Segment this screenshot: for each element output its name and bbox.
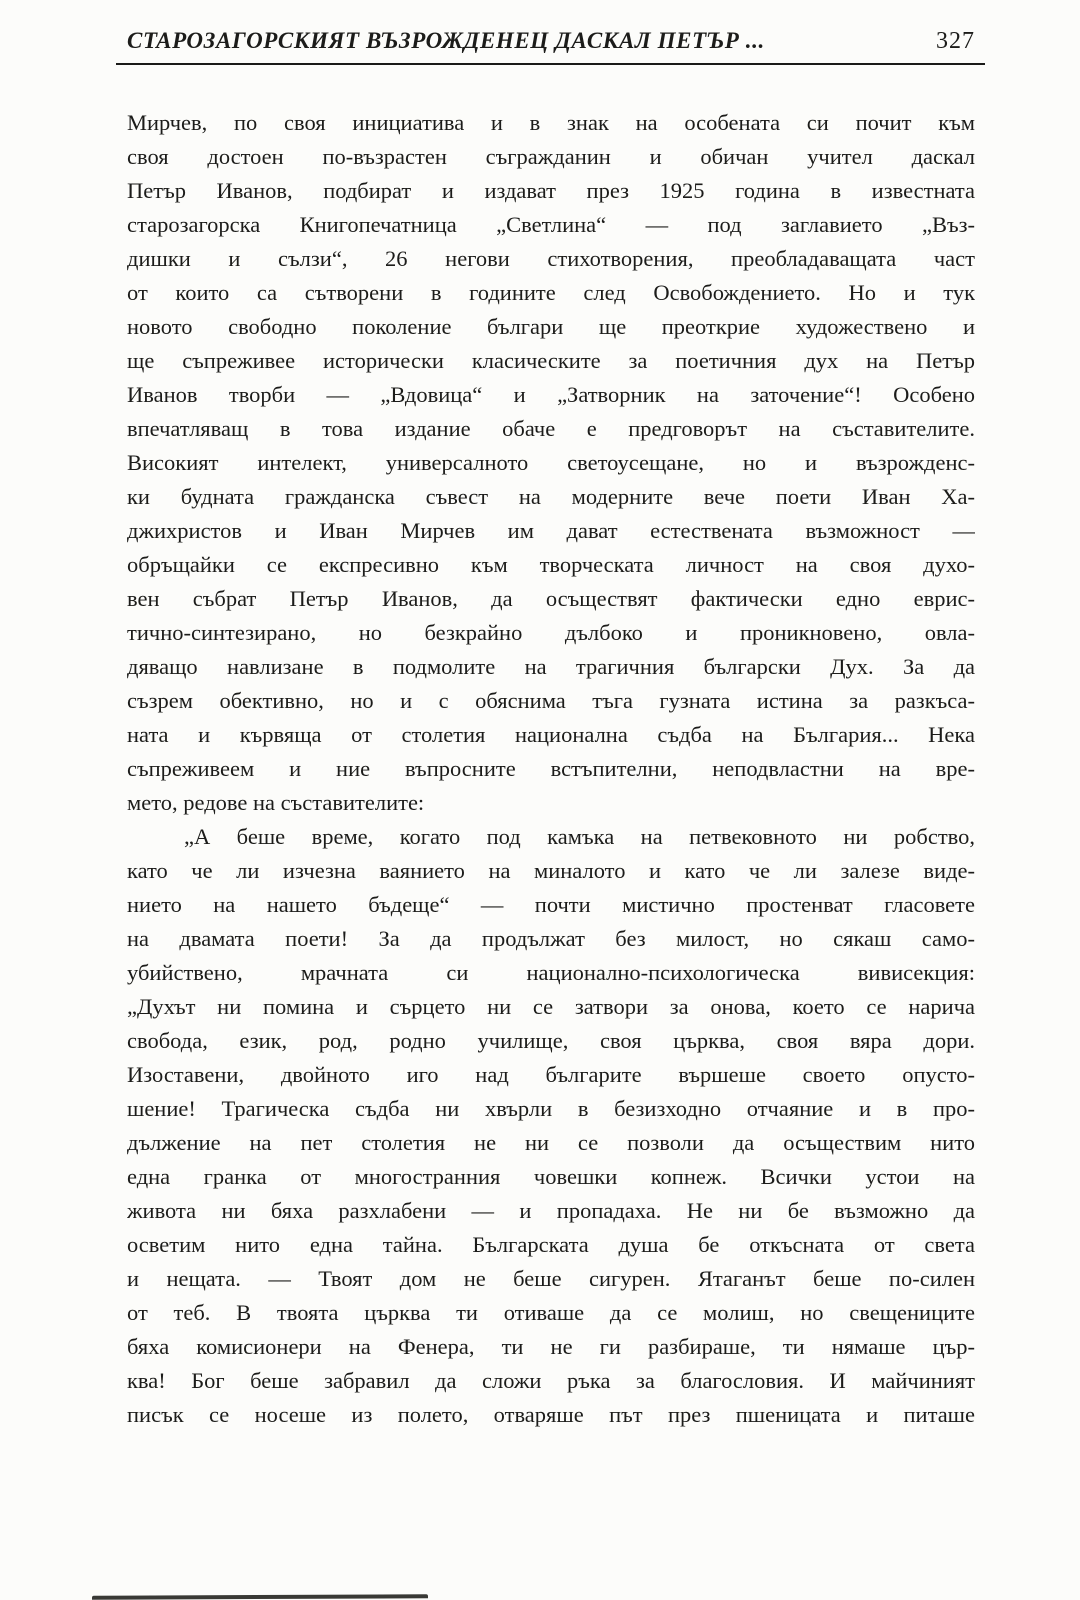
header-rule	[116, 63, 985, 65]
text-line: от които са сътворени в годините след Освобождението. Но и тук	[127, 280, 975, 305]
text-line: „А беше време, когато под камъка на петвековното ни робство,	[184, 824, 975, 849]
text-line: от теб. В твоята църква ти отиваше да се молиш, но свещениците	[127, 1300, 975, 1325]
paragraph	[127, 106, 975, 820]
text-line: нието на нашето бъдеще“ — почти мистично простенват гласовете	[127, 892, 975, 917]
text-line: убийствено, мрачната си национално-психологическа вивисекция:	[127, 960, 975, 985]
text-line: Изоставени, двойното иго над българите вършеше своето опусто-	[127, 1062, 975, 1087]
text-line: дължение на пет столетия не ни се позволи да осъществим нито	[127, 1130, 975, 1155]
text-line: вен събрат Петър Иванов, да осъществят фактически едно еврис-	[127, 586, 975, 611]
text-line: свобода, език, род, родно училище, своя църква, своя вяра дори.	[127, 1028, 975, 1053]
text-line: една гранка от многостранния човешки копнеж. Всички устои на	[127, 1164, 975, 1189]
text-line: своя достоен по-възрастен съгражданин и обичан учител даскал	[127, 144, 975, 169]
text-line: живота ни бяха разхлабени — и пропадаха. Не ни бе възможно да	[127, 1198, 975, 1223]
text-line: на двамата поети! За да продължат без милост, но сякаш само-	[127, 926, 975, 951]
running-header-title: СТАРОЗАГОРСКИЯТ ВЪЗРОЖДЕНЕЦ ДАСКАЛ ПЕТЪР ...	[127, 28, 765, 53]
page-number: 327	[936, 28, 975, 54]
text-line: тично-синтезирано, но безкрайно дълбоко и проникновено, овла-	[127, 620, 975, 645]
text-line: ки будната гражданска съвест на модерните вече поети Иван Ха-	[127, 484, 975, 509]
text-line: „Духът ни помина и сърцето ни се затвори за онова, което се нарича	[127, 994, 975, 1019]
text-line: съзрем обективно, но и с обяснима тъга гузната истина за разкъса-	[127, 688, 975, 713]
running-header	[127, 28, 975, 55]
paragraph	[127, 820, 975, 1432]
text-line: старозагорска Книгопечатница „Светлина“ — под заглавието „Въз-	[127, 212, 975, 237]
text-line: като че ли изчезна ваянието на миналото и като че ли залезе виде-	[127, 858, 975, 883]
text-line: новото свободно поколение българи ще преоткрие художествено и	[127, 314, 975, 339]
text-line: джихристов и Иван Мирчев им дават естествената възможност —	[127, 518, 975, 543]
text-line: впечатляващ в това издание обаче е предговорът на съставителите.	[127, 416, 975, 441]
text-line: обръщайки се експресивно към творческата личност на своя духо-	[127, 552, 975, 577]
text-line: писък се носеше из полето, отваряше път през пшеницата и питаше	[127, 1402, 975, 1427]
text-line: ще съпреживее исторически класическите за поетичния дух на Петър	[127, 348, 975, 373]
text-line: мето, редове на съставителите:	[127, 790, 425, 815]
text-line: Мирчев, по своя инициатива и в знак на особената си почит към	[127, 110, 975, 135]
text-line: ква! Бог беше забравил да сложи ръка за благословия. И майчиният	[127, 1368, 975, 1393]
text-line: дяващо навлизане в подмолите на трагичния български Дух. За да	[127, 654, 975, 679]
text-line: и нещата. — Твоят дом не беше сигурен. Ятаганът беше по-силен	[127, 1266, 975, 1291]
text-line: шение! Трагическа съдба ни хвърли в безизходно отчаяние и в про-	[127, 1096, 975, 1121]
text-line: Високият интелект, универсалното светоусещане, но и възрожденс-	[127, 450, 975, 475]
text-line: осветим нито една тайна. Българската душа бе откъсната от света	[127, 1232, 975, 1257]
text-line: ната и кървяща от столетия национална съдба на България... Нека	[127, 722, 975, 747]
text-line: Петър Иванов, подбират и издават през 1925 година в известната	[127, 178, 975, 203]
text-line: бяха комисионери на Фенера, ти не ги разбираше, ти нямаше цър-	[127, 1334, 975, 1359]
text-line: съпреживеем и ние въпросните встъпителни, неподвластни на вре-	[127, 756, 975, 781]
text-line: Иванов творби — „Вдовица“ и „Затворник на заточение“! Особено	[127, 382, 975, 407]
body-text	[127, 106, 975, 1432]
text-line: дишки и сълзи“, 26 негови стихотворения, преобладаващата част	[127, 246, 975, 271]
